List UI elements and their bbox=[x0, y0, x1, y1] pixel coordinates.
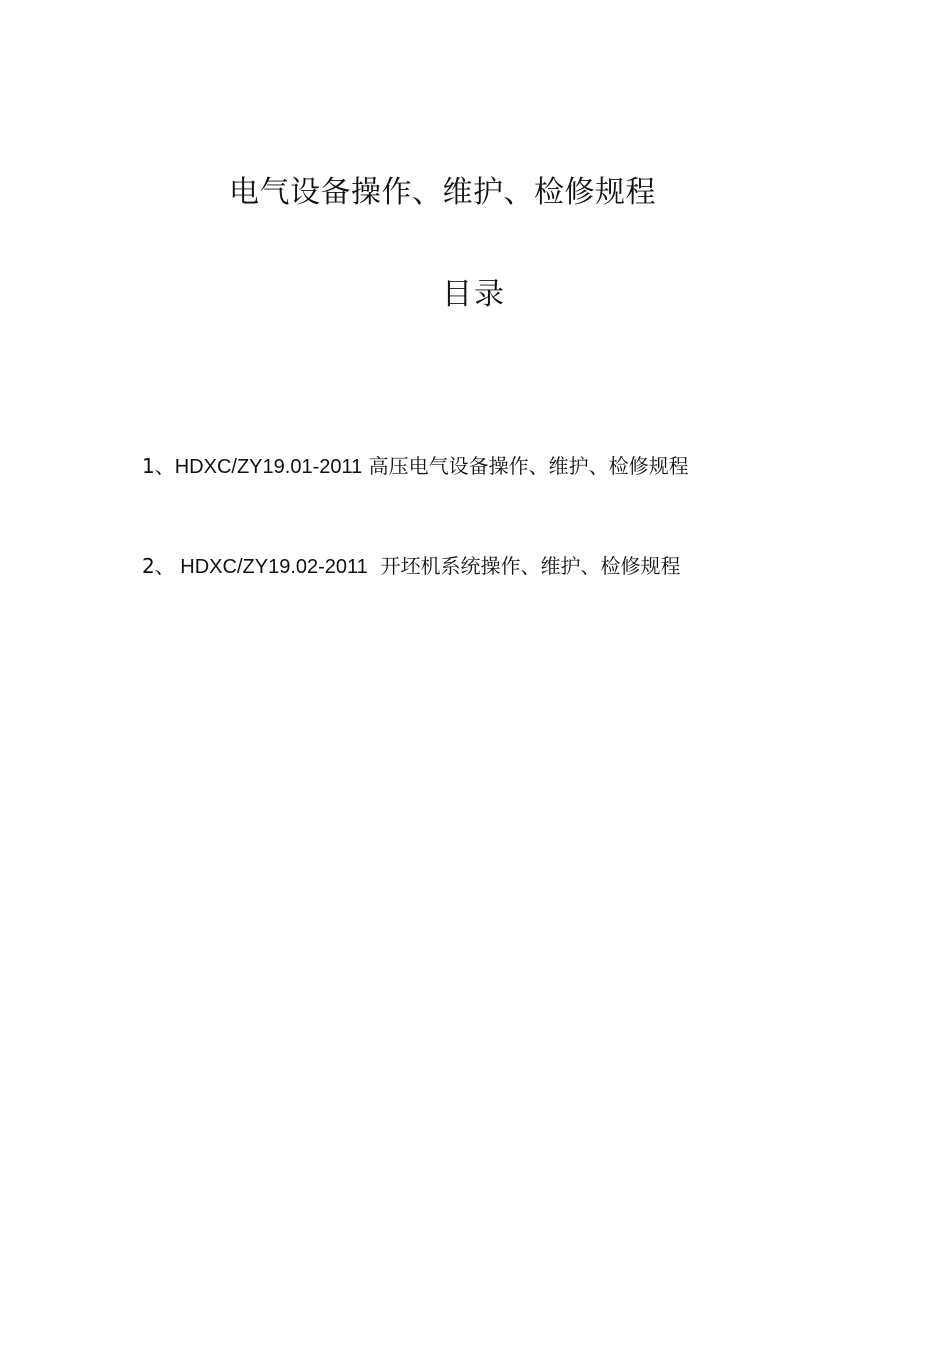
toc-item[interactable] bbox=[142, 550, 689, 582]
toc-heading: 目录 bbox=[442, 277, 506, 312]
toc-item-number: 1、 bbox=[142, 454, 175, 478]
toc-item-title: 高压电气设备操作、维护、检修规程 bbox=[362, 454, 689, 478]
toc-item-title: 开坯机系统操作、维护、检修规程 bbox=[367, 554, 681, 578]
toc-item[interactable] bbox=[142, 450, 689, 482]
toc-list bbox=[142, 450, 689, 582]
toc-item-code: HDXC/ZY19.02-2011 bbox=[174, 556, 368, 578]
toc-item-number: 2、 bbox=[142, 554, 175, 578]
document-title: 电气设备操作、维护、检修规程 bbox=[229, 175, 656, 210]
toc-item-code: HDXC/ZY19.01-2011 bbox=[174, 456, 363, 478]
